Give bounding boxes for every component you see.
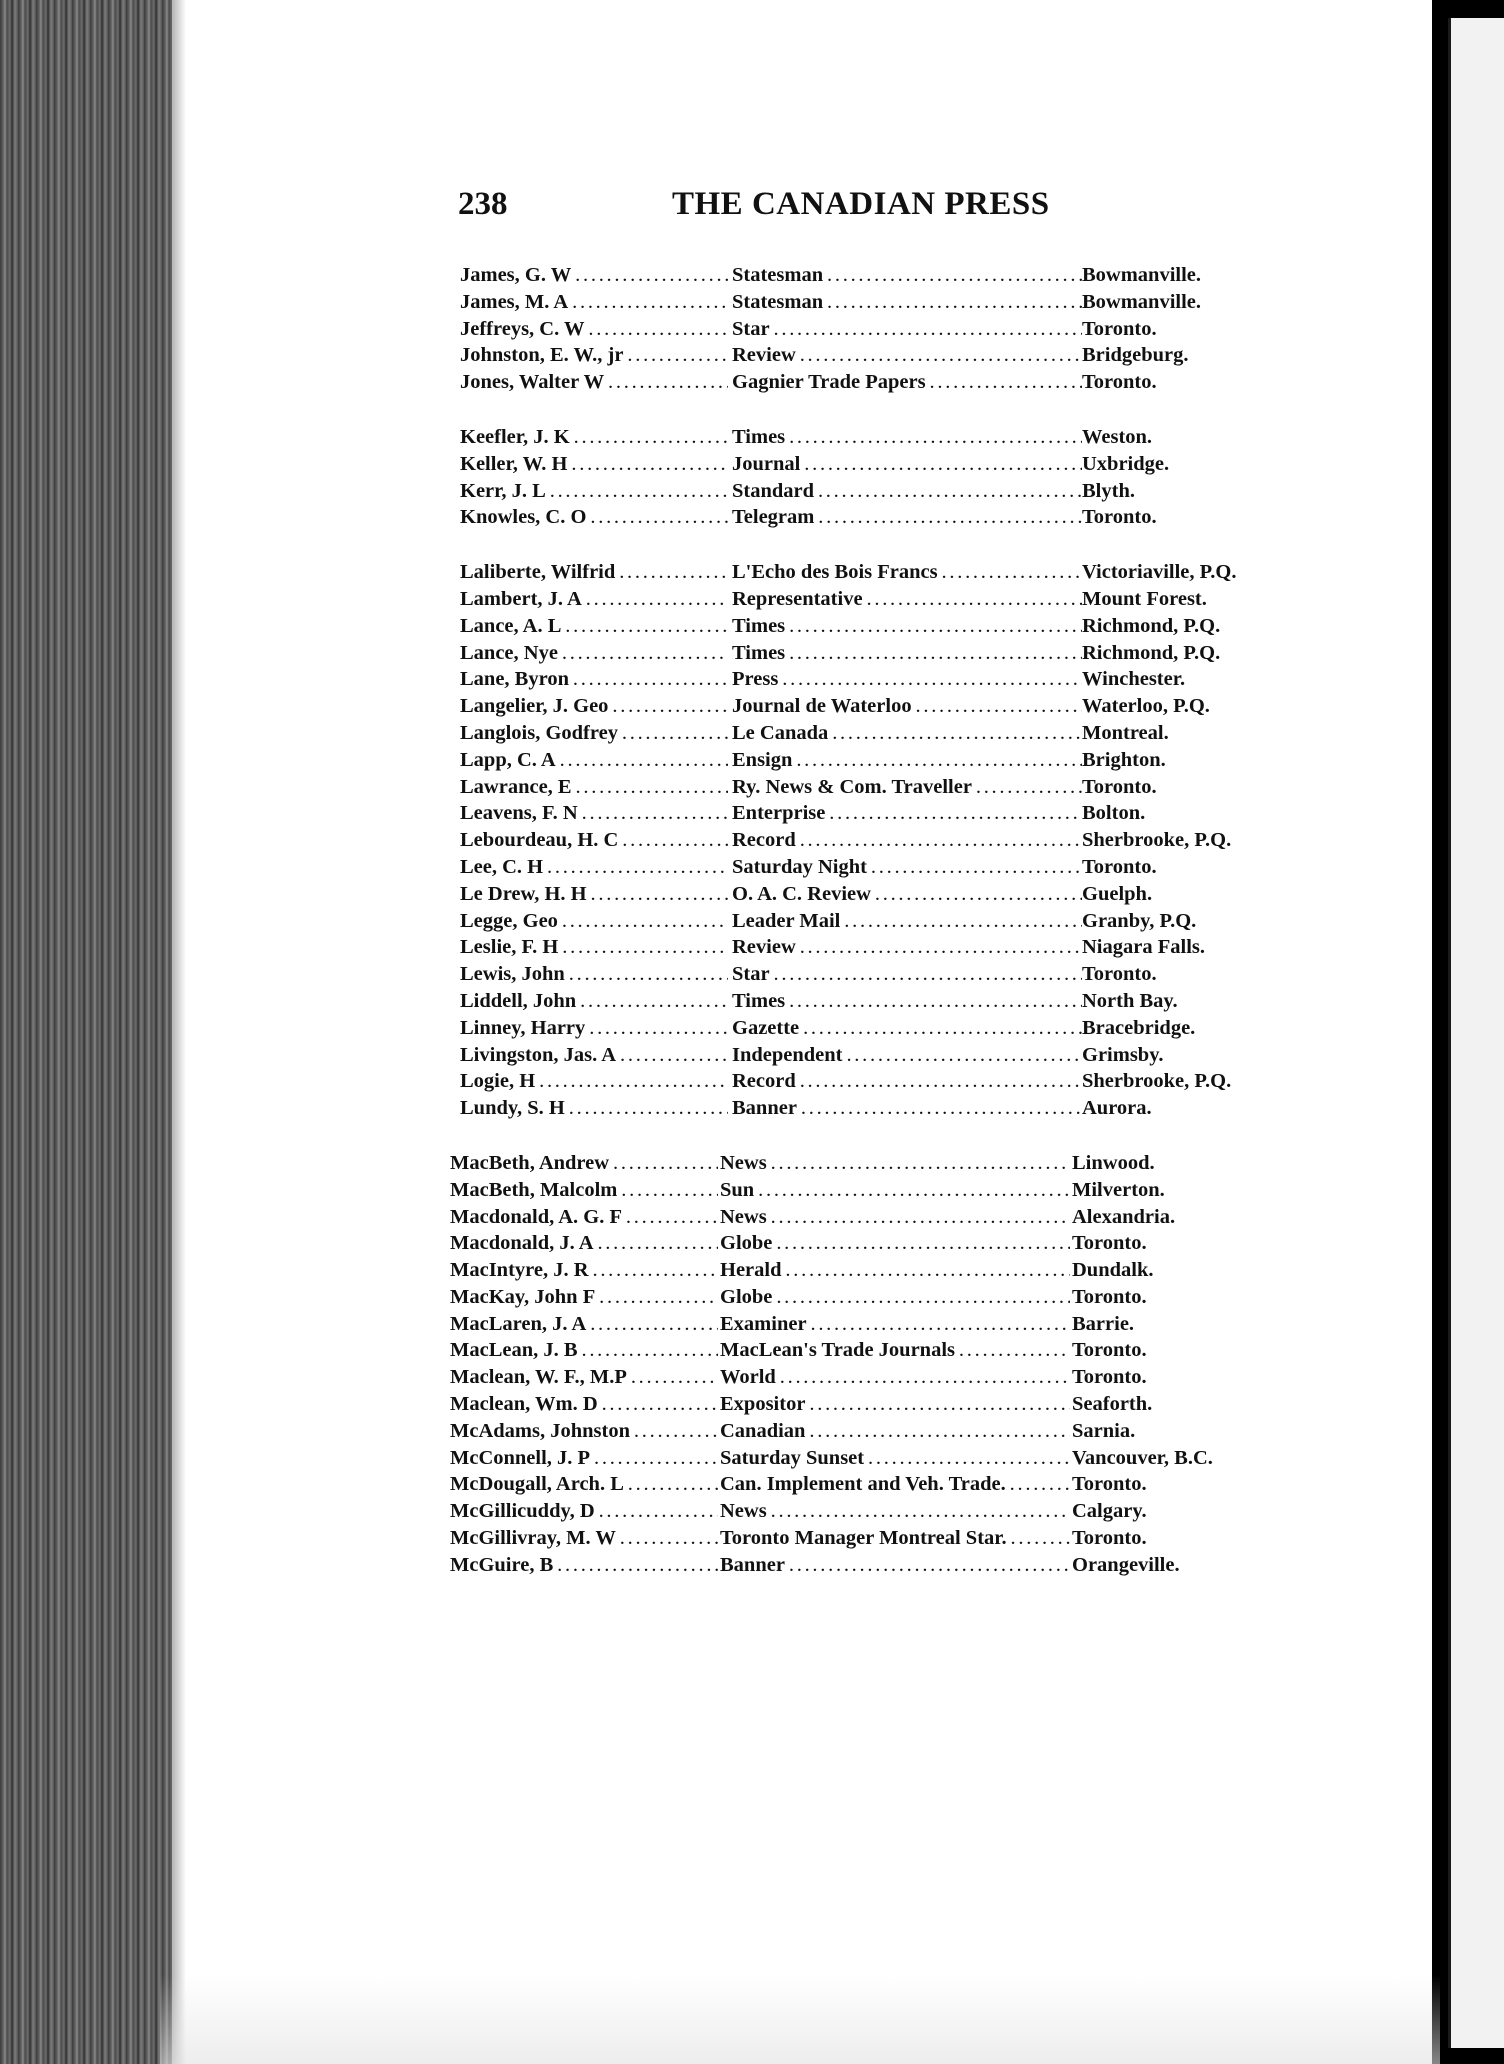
directory-entry bbox=[440, 478, 1290, 505]
newspaper-name: News . . . bbox=[720, 1204, 1070, 1231]
person-name: Le Drew, H. H . . . bbox=[460, 881, 728, 908]
place-name: Sherbrooke, P.Q. bbox=[1082, 829, 1232, 852]
newspaper-name: Star . . . bbox=[732, 316, 1082, 343]
directory-entry bbox=[440, 586, 1290, 613]
place-name: Uxbridge. bbox=[1082, 452, 1170, 475]
place-name: Toronto. bbox=[1072, 1285, 1147, 1308]
newspaper-name: News . . . bbox=[720, 1498, 1070, 1525]
person-name: Langlois, Godfrey . . . bbox=[460, 720, 728, 747]
directory-entry bbox=[440, 720, 1290, 747]
newspaper-name: Herald . . . bbox=[720, 1257, 1070, 1284]
directory-entry bbox=[440, 1230, 1290, 1257]
place-name: North Bay. bbox=[1082, 989, 1178, 1012]
newspaper-name: Press . . . bbox=[732, 666, 1082, 693]
place-name: Brighton. bbox=[1082, 748, 1166, 771]
person-name: MacIntyre, J. R . . . bbox=[450, 1257, 718, 1284]
person-name: Lundy, S. H . . . bbox=[460, 1095, 728, 1122]
person-name: Lee, C. H . . . bbox=[460, 854, 728, 881]
directory-entry bbox=[440, 1525, 1290, 1552]
place-name: Toronto. bbox=[1072, 1339, 1147, 1362]
directory-entry bbox=[440, 1445, 1290, 1472]
place-name: Guelph. bbox=[1082, 882, 1153, 905]
directory-entry bbox=[440, 1311, 1290, 1338]
directory-entry bbox=[440, 934, 1290, 961]
person-name: Lambert, J. A . . . bbox=[460, 586, 728, 613]
person-name: Leavens, F. N . . . bbox=[460, 800, 728, 827]
book-binding-edge bbox=[0, 0, 172, 2064]
directory-entry bbox=[440, 1552, 1290, 1579]
newspaper-name: Ry. News & Com. Traveller . . . bbox=[732, 774, 1082, 801]
place-name: Granby, P.Q. bbox=[1082, 909, 1197, 932]
directory-entry bbox=[440, 559, 1290, 586]
person-name: Leslie, F. H . . . bbox=[460, 934, 728, 961]
page-shadow bbox=[160, 1975, 1440, 2064]
directory-entry bbox=[440, 827, 1290, 854]
person-name: McDougall, Arch. L . . . bbox=[450, 1471, 718, 1498]
place-name: Richmond, P.Q. bbox=[1082, 641, 1221, 664]
person-name: Lance, Nye . . . bbox=[460, 640, 728, 667]
newspaper-name: Can. Implement and Veh. Trade. . . . bbox=[720, 1471, 1070, 1498]
place-name: Dundalk. bbox=[1072, 1259, 1154, 1282]
newspaper-name: Saturday Night . . . bbox=[732, 854, 1082, 881]
person-name: James, M. A . . . bbox=[460, 289, 728, 316]
place-name: Sherbrooke, P.Q. bbox=[1082, 1070, 1232, 1093]
newspaper-name: News . . . bbox=[720, 1150, 1070, 1177]
newspaper-name: Telegram . . . bbox=[732, 504, 1082, 531]
place-name: Waterloo, P.Q. bbox=[1082, 695, 1210, 718]
person-name: Lane, Byron . . . bbox=[460, 666, 728, 693]
letter-group-k bbox=[440, 424, 1290, 531]
place-name: Linwood. bbox=[1072, 1151, 1155, 1174]
directory-entry bbox=[440, 988, 1290, 1015]
directory-entry bbox=[440, 613, 1290, 640]
person-name: MacBeth, Andrew . . . bbox=[450, 1150, 718, 1177]
person-name: McGillivray, M. W . . . bbox=[450, 1525, 718, 1552]
directory-entry bbox=[440, 316, 1290, 343]
directory-entry bbox=[440, 1177, 1290, 1204]
directory-entry bbox=[440, 1015, 1290, 1042]
place-name: Vancouver, B.C. bbox=[1072, 1446, 1213, 1469]
place-name: Grimsby. bbox=[1082, 1043, 1164, 1066]
newspaper-name: Statesman . . . bbox=[732, 262, 1082, 289]
running-title: THE CANADIAN PRESS bbox=[672, 186, 1050, 222]
place-name: Blyth. bbox=[1082, 479, 1135, 502]
place-name: Toronto. bbox=[1072, 1366, 1147, 1389]
person-name: Knowles, C. O . . . bbox=[460, 504, 728, 531]
place-name: Aurora. bbox=[1082, 1097, 1152, 1120]
place-name: Bracebridge. bbox=[1082, 1016, 1196, 1039]
directory-entry bbox=[440, 262, 1290, 289]
place-name: Montreal. bbox=[1082, 721, 1169, 744]
newspaper-name: Banner . . . bbox=[732, 1095, 1082, 1122]
person-name: MacKay, John F . . . bbox=[450, 1284, 718, 1311]
person-name: James, G. W . . . bbox=[460, 262, 728, 289]
newspaper-name: Saturday Sunset . . . bbox=[720, 1445, 1070, 1472]
newspaper-name: Banner . . . bbox=[720, 1552, 1070, 1579]
directory-entry bbox=[440, 908, 1290, 935]
newspaper-name: Globe . . . bbox=[720, 1230, 1070, 1257]
newspaper-name: Leader Mail . . . bbox=[732, 908, 1082, 935]
person-name: Lance, A. L . . . bbox=[460, 613, 728, 640]
directory-entry bbox=[440, 369, 1290, 396]
person-name: McGillicuddy, D . . . bbox=[450, 1498, 718, 1525]
newspaper-name: Independent . . . bbox=[732, 1042, 1082, 1069]
directory-entry bbox=[440, 800, 1290, 827]
directory-entry bbox=[440, 1095, 1290, 1122]
place-name: Toronto. bbox=[1082, 371, 1157, 394]
newspaper-name: Gazette . . . bbox=[732, 1015, 1082, 1042]
directory-listing bbox=[440, 262, 1290, 1579]
place-name: Calgary. bbox=[1072, 1500, 1147, 1523]
person-name: Livingston, Jas. A . . . bbox=[460, 1042, 728, 1069]
person-name: Kerr, J. L . . . bbox=[460, 478, 728, 505]
newspaper-name: Review . . . bbox=[732, 342, 1082, 369]
place-name: Sarnia. bbox=[1072, 1419, 1136, 1442]
person-name: Lawrance, E . . . bbox=[460, 774, 728, 801]
directory-entry bbox=[440, 1150, 1290, 1177]
newspaper-name: MacLean's Trade Journals . . . bbox=[720, 1337, 1070, 1364]
newspaper-name: Standard . . . bbox=[732, 478, 1082, 505]
newspaper-name: Times . . . bbox=[732, 640, 1082, 667]
directory-entry bbox=[440, 1068, 1290, 1095]
person-name: Maclean, W. F., M.P . . . bbox=[450, 1364, 718, 1391]
place-name: Toronto. bbox=[1072, 1473, 1147, 1496]
directory-entry bbox=[440, 1498, 1290, 1525]
newspaper-name: Journal . . . bbox=[732, 451, 1082, 478]
page-header bbox=[458, 186, 1108, 242]
place-name: Toronto. bbox=[1072, 1527, 1147, 1550]
place-name: Toronto. bbox=[1082, 317, 1157, 340]
directory-entry bbox=[440, 747, 1290, 774]
newspaper-name: Statesman . . . bbox=[732, 289, 1082, 316]
person-name: Logie, H . . . bbox=[460, 1068, 728, 1095]
newspaper-name: Journal de Waterloo . . . bbox=[732, 693, 1082, 720]
place-name: Richmond, P.Q. bbox=[1082, 614, 1221, 637]
directory-entry bbox=[440, 1364, 1290, 1391]
directory-entry bbox=[440, 666, 1290, 693]
newspaper-name: Examiner . . . bbox=[720, 1311, 1070, 1338]
person-name: McAdams, Johnston . . . bbox=[450, 1418, 718, 1445]
newspaper-name: Sun . . . bbox=[720, 1177, 1070, 1204]
directory-entry bbox=[440, 424, 1290, 451]
person-name: McConnell, J. P . . . bbox=[450, 1445, 718, 1472]
place-name: Bowmanville. bbox=[1082, 290, 1202, 313]
directory-entry bbox=[440, 961, 1290, 988]
newspaper-name: Star . . . bbox=[732, 961, 1082, 988]
newspaper-name: Le Canada . . . bbox=[732, 720, 1082, 747]
newspaper-name: Canadian . . . bbox=[720, 1418, 1070, 1445]
directory-entry bbox=[440, 774, 1290, 801]
person-name: Liddell, John . . . bbox=[460, 988, 728, 1015]
newspaper-name: Ensign . . . bbox=[732, 747, 1082, 774]
page-number: 238 bbox=[458, 186, 508, 222]
newspaper-name: Representative . . . bbox=[732, 586, 1082, 613]
newspaper-name: Globe . . . bbox=[720, 1284, 1070, 1311]
place-name: Alexandria. bbox=[1072, 1205, 1176, 1228]
directory-entry bbox=[440, 1471, 1290, 1498]
newspaper-name: Times . . . bbox=[732, 988, 1082, 1015]
place-name: Niagara Falls. bbox=[1082, 936, 1205, 959]
person-name: Macdonald, J. A . . . bbox=[450, 1230, 718, 1257]
directory-entry bbox=[440, 640, 1290, 667]
directory-entry bbox=[440, 1204, 1290, 1231]
place-name: Winchester. bbox=[1082, 668, 1186, 691]
letter-group-l bbox=[440, 559, 1290, 1122]
directory-entry bbox=[440, 881, 1290, 908]
place-name: Bridgeburg. bbox=[1082, 344, 1189, 367]
person-name: Keller, W. H . . . bbox=[460, 451, 728, 478]
place-name: Bolton. bbox=[1082, 802, 1146, 825]
person-name: MacLean, J. B . . . bbox=[450, 1337, 718, 1364]
place-name: Toronto. bbox=[1082, 963, 1157, 986]
person-name: Lapp, C. A . . . bbox=[460, 747, 728, 774]
newspaper-name: Expositor . . . bbox=[720, 1391, 1070, 1418]
directory-entry bbox=[440, 1284, 1290, 1311]
person-name: MacLaren, J. A . . . bbox=[450, 1311, 718, 1338]
newspaper-name: Record . . . bbox=[732, 827, 1082, 854]
newspaper-name: Enterprise . . . bbox=[732, 800, 1082, 827]
person-name: Lebourdeau, H. C . . . bbox=[460, 827, 728, 854]
newspaper-name: World . . . bbox=[720, 1364, 1070, 1391]
person-name: Macdonald, A. G. F . . . bbox=[450, 1204, 718, 1231]
place-name: Seaforth. bbox=[1072, 1393, 1153, 1416]
person-name: Keefler, J. K . . . bbox=[460, 424, 728, 451]
newspaper-name: Gagnier Trade Papers . . . bbox=[732, 369, 1082, 396]
directory-entry bbox=[440, 1391, 1290, 1418]
person-name: Langelier, J. Geo . . . bbox=[460, 693, 728, 720]
person-name: Johnston, E. W., jr . . . bbox=[460, 342, 728, 369]
place-name: Barrie. bbox=[1072, 1312, 1135, 1335]
directory-entry bbox=[440, 1337, 1290, 1364]
directory-entry bbox=[440, 504, 1290, 531]
place-name: Orangeville. bbox=[1072, 1553, 1180, 1576]
place-name: Toronto. bbox=[1082, 506, 1157, 529]
directory-entry bbox=[440, 854, 1290, 881]
person-name: Jones, Walter W . . . bbox=[460, 369, 728, 396]
directory-entry bbox=[440, 289, 1290, 316]
newspaper-name: Times . . . bbox=[732, 424, 1082, 451]
person-name: Lewis, John . . . bbox=[460, 961, 728, 988]
letter-group-j bbox=[440, 262, 1290, 396]
place-name: Toronto. bbox=[1082, 855, 1157, 878]
newspaper-name: Review . . . bbox=[732, 934, 1082, 961]
place-name: Bowmanville. bbox=[1082, 264, 1202, 286]
directory-entry bbox=[440, 451, 1290, 478]
newspaper-name: Toronto Manager Montreal Star. . . . bbox=[720, 1525, 1070, 1552]
place-name: Toronto. bbox=[1072, 1232, 1147, 1255]
place-name: Mount Forest. bbox=[1082, 587, 1207, 610]
person-name: Laliberte, Wilfrid . . . bbox=[460, 559, 728, 586]
place-name: Milverton. bbox=[1072, 1178, 1165, 1201]
directory-entry bbox=[440, 1042, 1290, 1069]
directory-entry bbox=[440, 1418, 1290, 1445]
directory-entry bbox=[440, 342, 1290, 369]
person-name: Jeffreys, C. W . . . bbox=[460, 316, 728, 343]
next-page-edge bbox=[1432, 0, 1504, 2064]
person-name: Legge, Geo . . . bbox=[460, 908, 728, 935]
newspaper-name: Record . . . bbox=[732, 1068, 1082, 1095]
newspaper-name: Times . . . bbox=[732, 613, 1082, 640]
person-name: McGuire, B . . . bbox=[450, 1552, 718, 1579]
directory-entry bbox=[440, 693, 1290, 720]
newspaper-name: L'Echo des Bois Francs . . . bbox=[732, 559, 1082, 586]
place-name: Weston. bbox=[1082, 425, 1153, 448]
person-name: Linney, Harry . . . bbox=[460, 1015, 728, 1042]
place-name: Victoriaville, P.Q. bbox=[1082, 561, 1237, 584]
person-name: MacBeth, Malcolm . . . bbox=[450, 1177, 718, 1204]
directory-entry bbox=[440, 1257, 1290, 1284]
newspaper-name: O. A. C. Review . . . bbox=[732, 881, 1082, 908]
letter-group-m bbox=[440, 1150, 1290, 1579]
person-name: Maclean, Wm. D . . . bbox=[450, 1391, 718, 1418]
place-name: Toronto. bbox=[1082, 775, 1157, 798]
